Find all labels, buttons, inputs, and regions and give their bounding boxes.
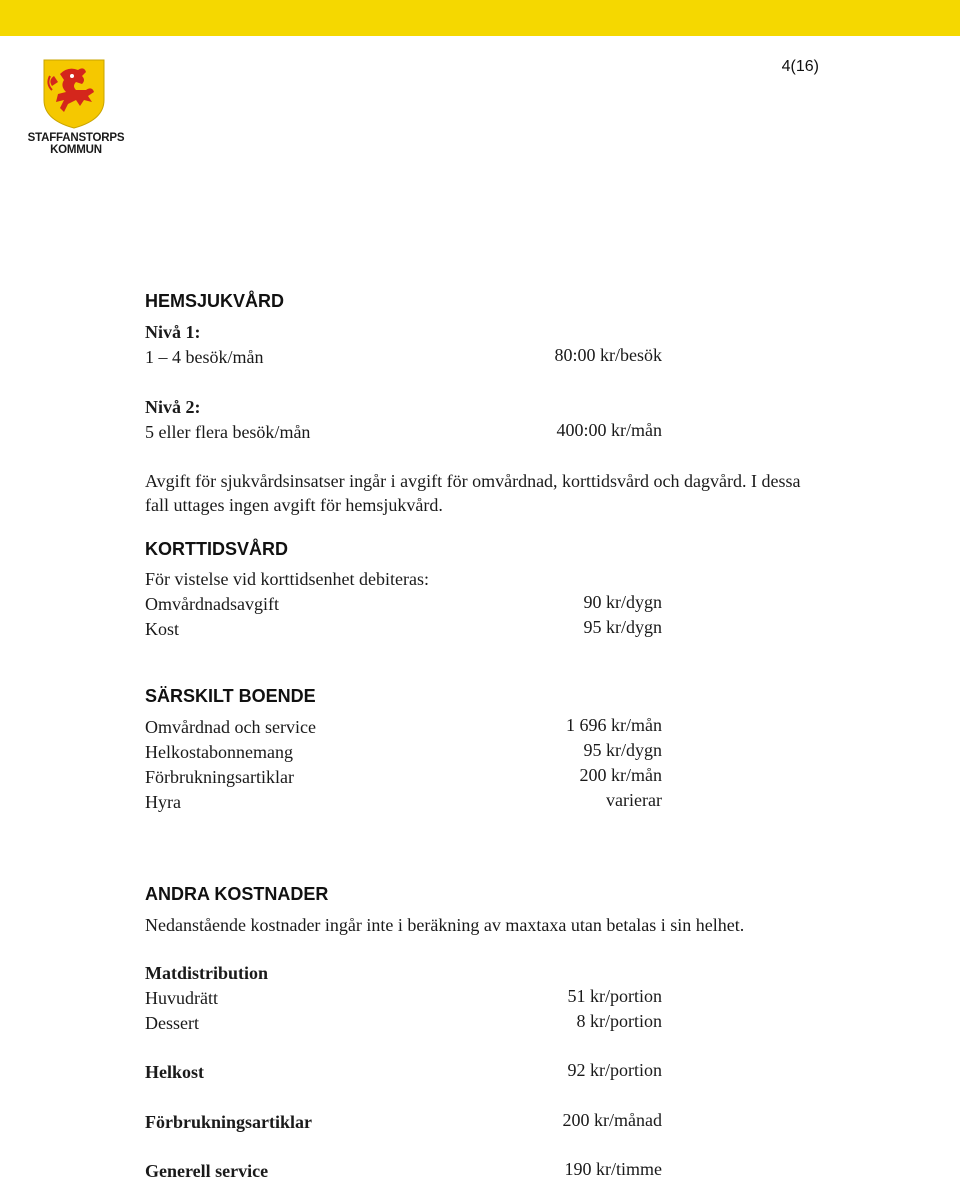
- andra-kostnader-intro: Nedanstående kostnader ingår inte i beräkning av maxtaxa utan betalas i sin helhet.: [145, 915, 745, 935]
- huvudratt-label: Huvudrätt: [145, 988, 218, 1008]
- helkost-label: Helkost: [145, 1062, 205, 1082]
- niva2-price: 400:00 kr/mån: [556, 420, 662, 440]
- top-color-bar: [0, 0, 960, 36]
- korttidsvard-row-value: 90 kr/dygn: [583, 592, 662, 612]
- heading-korttidsvard: KORTTIDSVÅRD: [145, 539, 288, 559]
- niva2-desc: 5 eller flera besök/mån: [145, 422, 311, 442]
- heading-hemsjukvard: HEMSJUKVÅRD: [145, 291, 285, 311]
- boende-row-label: Omvårdnad och service: [145, 717, 316, 737]
- page-number: 4(16): [781, 58, 819, 75]
- boende-row-value: varierar: [606, 790, 662, 810]
- generell-service-label: Generell service: [145, 1161, 269, 1181]
- heading-andra-kostnader: ANDRA KOSTNADER: [145, 884, 329, 904]
- staffanstorps-logo: [24, 56, 128, 160]
- generell-service-value: 190 kr/timme: [564, 1159, 662, 1179]
- boende-row-value: 95 kr/dygn: [583, 740, 662, 760]
- korttidsvard-row-label: Kost: [145, 619, 180, 639]
- hemsjukvard-note: Avgift för sjukvårdsinsatser ingår i avgift för omvårdnad, korttidsvård och dagvård. I dessa fall uttages ingen avgift för hemsjukvård.: [145, 471, 801, 515]
- boende-row-value: 1 696 kr/mån: [566, 715, 662, 735]
- logo-text-line2: KOMMUN: [50, 144, 102, 156]
- niva1-desc: 1 – 4 besök/mån: [145, 347, 264, 367]
- boende-row-label: Hyra: [145, 792, 181, 812]
- dessert-value: 8 kr/portion: [576, 1011, 662, 1031]
- korttidsvard-row-value: 95 kr/dygn: [583, 617, 662, 637]
- boende-row-label: Helkostabonnemang: [145, 742, 293, 762]
- forbrukning-label: Förbrukningsartiklar: [145, 1112, 313, 1132]
- matdistribution-label: Matdistribution: [145, 963, 269, 983]
- forbrukning-value: 200 kr/månad: [562, 1110, 662, 1130]
- huvudratt-value: 51 kr/portion: [567, 986, 662, 1006]
- boende-row-value: 200 kr/mån: [579, 765, 662, 785]
- korttidsvard-intro: För vistelse vid korttidsenhet debiteras:: [145, 569, 429, 589]
- dessert-label: Dessert: [145, 1013, 199, 1033]
- niva1-label: Nivå 1:: [145, 322, 201, 342]
- logo-text-line1: STAFFANSTORPS: [27, 132, 125, 144]
- niva1-price: 80:00 kr/besök: [554, 345, 662, 365]
- niva2-label: Nivå 2:: [145, 397, 201, 417]
- korttidsvard-row-label: Omvårdnadsavgift: [145, 594, 279, 614]
- helkost-value: 92 kr/portion: [567, 1060, 662, 1080]
- heading-sarskilt-boende: SÄRSKILT BOENDE: [145, 686, 316, 706]
- boende-row-label: Förbrukningsartiklar: [145, 767, 294, 787]
